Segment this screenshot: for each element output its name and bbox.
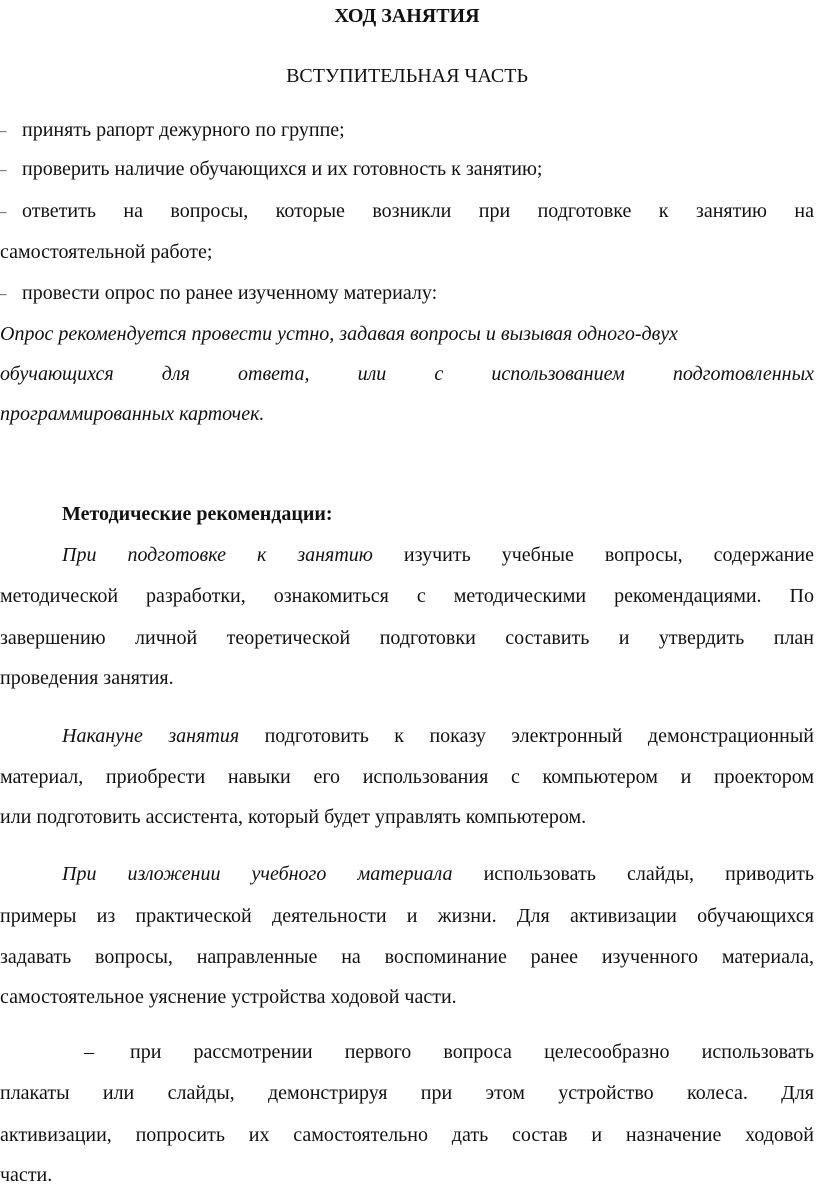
list-item: [0, 281, 814, 306]
paragraph-text: подготовить к показу электронный демонстрационный: [264, 725, 815, 747]
paragraph-line: плакаты или слайды, демонстрируя при этом устройство колеса. Для: [0, 1082, 814, 1104]
paragraph-text: при рассмотрении первого вопроса целесообразно использовать: [130, 1041, 814, 1063]
paragraph-line: завершению личной теоретической подготовки составить и утвердить план: [0, 627, 814, 649]
paragraph-line: части.: [0, 1164, 53, 1186]
note-line: обучающихся для ответа, или с использованием подготовленных: [0, 363, 814, 385]
paragraph-line: самостоятельное уяснение устройства ходовой части.: [0, 986, 457, 1008]
paragraph-line: [0, 1040, 814, 1064]
list-item-continuation: самостоятельной работе;: [0, 241, 213, 263]
paragraph-line: или подготовить ассистента, который будет управлять компьютером.: [0, 806, 587, 828]
paragraph-line: материал, приобрести навыки его использования с компьютером и проектором: [0, 766, 814, 788]
paragraph-lead: При изложении учебного материала: [62, 863, 453, 885]
paragraph-line: [0, 543, 814, 567]
list-item-text: принять рапорт дежурного по группе;: [22, 119, 345, 141]
paragraph-line: активизации, попросить их самостоятельно дать состав и назначение ходовой: [0, 1124, 814, 1146]
paragraph-line: [0, 724, 814, 748]
paragraph-lead: При подготовке к занятию: [62, 544, 373, 566]
paragraph-text: изучить учебные вопросы, содержание: [403, 544, 815, 566]
paragraph-line: задавать вопросы, направленные на воспоминание ранее изученного материала,: [0, 946, 814, 968]
dash-marker: –: [84, 1041, 94, 1063]
dash-marker: –: [0, 204, 7, 219]
list-item-text: ответить на вопросы, которые возникли при подготовке к занятию на: [22, 200, 814, 222]
dash-marker: –: [0, 162, 7, 177]
paragraph-line: проведения занятия.: [0, 667, 174, 689]
section-heading: Методические рекомендации:: [62, 503, 333, 525]
note-line: Опрос рекомендуется провести устно, задавая вопросы и вызывая одного-двух: [0, 323, 678, 345]
dash-marker: –: [0, 123, 7, 138]
paragraph-line: методической разработки, ознакомиться с методическими рекомендациями. По: [0, 585, 814, 607]
section-title: ВСТУПИТЕЛЬНАЯ ЧАСТЬ: [286, 65, 528, 87]
list-item: [0, 157, 814, 182]
page-title: ХОД ЗАНЯТИЯ: [334, 5, 480, 27]
list-item: [0, 199, 814, 224]
paragraph-line: примеры из практической деятельности и жизни. Для активизации обучающихся: [0, 905, 814, 927]
note-line: программированных карточек.: [0, 403, 265, 425]
paragraph-text: использовать слайды, приводить: [483, 863, 815, 885]
paragraph-line: [0, 862, 814, 886]
list-item: [0, 118, 814, 143]
list-item-text: провести опрос по ранее изученному материалу:: [22, 282, 438, 304]
dash-marker: –: [0, 286, 7, 301]
paragraph-lead: Накануне занятия: [62, 725, 240, 747]
list-item-text: проверить наличие обучающихся и их готовность к занятию;: [22, 158, 543, 180]
